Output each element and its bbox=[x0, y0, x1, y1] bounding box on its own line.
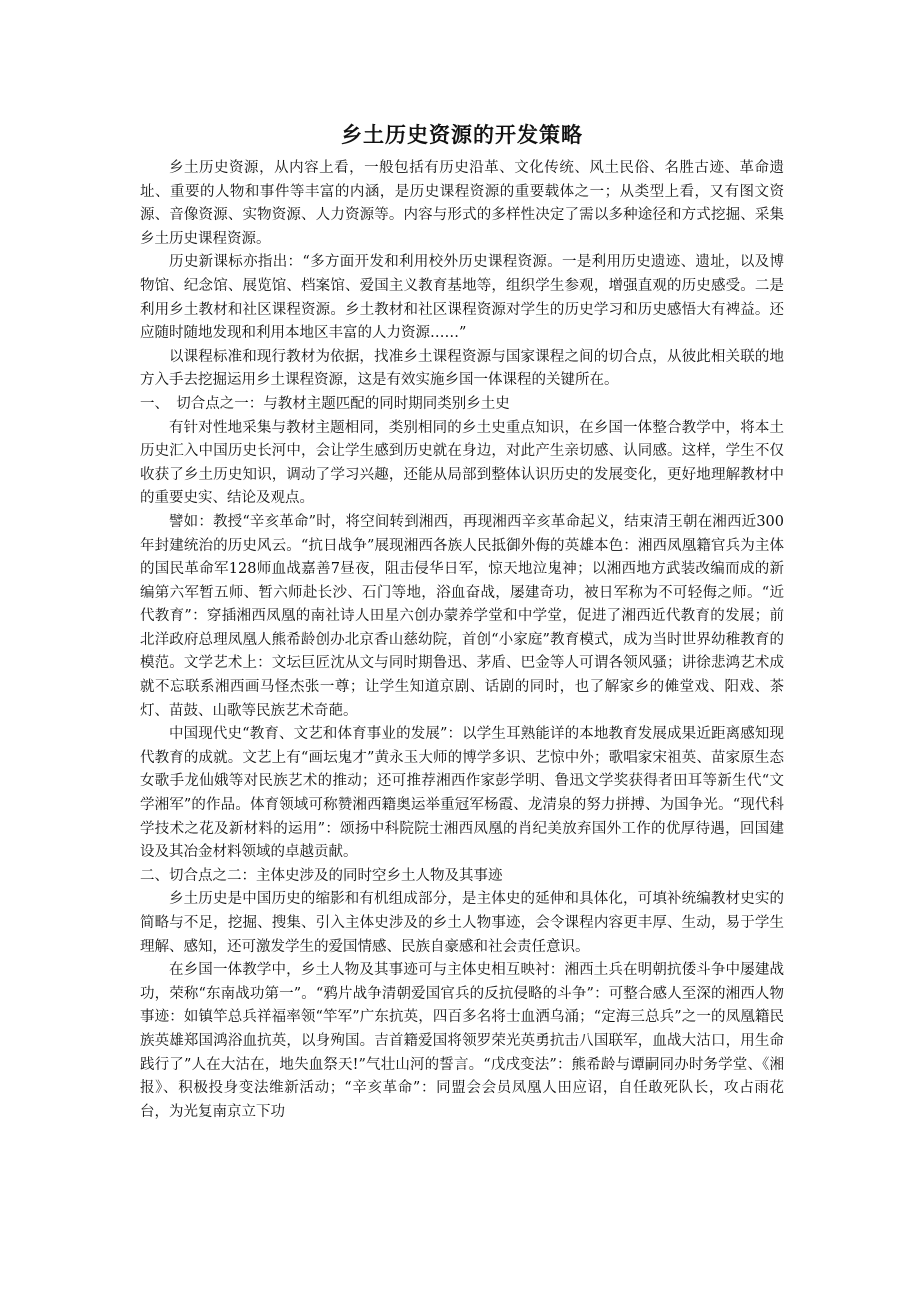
intro-paragraph-2: 历史新课标亦指出：“多方面开发和利用校外历史课程资源。一是利用历史遗迹、遗址，以及博物馆、纪念馆、展览馆、档案馆、爱国主义教育基地等，组织学生参观，增强直观的历史感受。二是利用乡土教材和社区课程资源。乡土教材和社区课程资源对学生的历史学习和历史感悟大有裨益。还应随时随地发现和利用本地区丰富的人力资源……” bbox=[140, 254, 784, 342]
intro-paragraph-3: 以课程标准和现行教材为依据，找准乡土课程资源与国家课程之间的切合点，从彼此相关联的地方入手去挖掘运用乡土课程资源，这是有效实施乡国一体课程的关键所在。 bbox=[140, 348, 784, 389]
section-2-paragraph-2: 在乡国一体教学中，乡土人物及其事迹可与主体史相互映衬：湘西土兵在明朝抗倭斗争中屡建战功，荣称“东南战功第一”。“鸦片战争清朝爱国官兵的反抗侵略的斗争”：可整合感人至深的湘西人物事迹：如镇竿总兵祥福率领“竿军”广东抗英，四百多名将士血洒乌涌；“定海三总兵”之一的凤凰籍民族英雄郑国鸿浴血抗英，以身殉国。吉首籍爱国将领罗荣光英勇抗击八国联军，血战大沽口，用生命践行了”人在大沽在，地失血祭天!”气壮山河的誓言。“戊戌变法”：熊希龄与谭嗣同办时务学堂、《湘报》、积极投身变法维新活动；“辛亥革命”：同盟会会员凤凰人田应诏，自任敢死队长，攻占雨花台，为光复南京立下功 bbox=[140, 962, 784, 1120]
section-1-paragraph-2: 譬如：教授“辛亥革命”时，将空间转到湘西，再现湘西辛亥革命起义，结束清王朝在湘西近300年封建统治的历史风云。“抗日战争”展现湘西各族人民抵御外侮的英雄本色：湘西凤凰籍官兵为主体的国民革命军128师血战嘉善7昼夜，阻击侵华日军，惊天地泣鬼神；以湘西地方武装改编而成的新编第六军暂五师、暂六师赴长沙、石门等地，浴血奋战，屡建奇功，被日军称为不可轻侮之师。“近代教育”：穿插湘西凤凰的南社诗人田星六创办蒙养学堂和中学堂，促进了湘西近代教育的发展；前北洋政府总理凤凰人熊希龄创办北京香山慈幼院，首创“小家庭”教育模式，成为当时世界幼稚教育的模范。文学艺术上：文坛巨匠沈从文与同时期鲁迅、茅盾、巴金等人可谓各领风骚；讲徐悲鸿艺术成就不忘联系湘西画马怪杰张一尊；让学生知道京剧、话剧的同时，也了解家乡的傩堂戏、阳戏、茶灯、苗鼓、山歌等民族艺术奇葩。 bbox=[140, 513, 784, 719]
intro-paragraph-1: 乡土历史资源，从内容上看，一般包括有历史沿革、文化传统、风土民俗、名胜古迹、革命遗址、重要的人物和事件等丰富的内涵，是历史课程资源的重要载体之一；从类型上看，又有图文资源、音像资源、实物资源、人力资源等。内容与形式的多样性决定了需以多种途径和方式挖掘、采集乡土历史课程资源。 bbox=[140, 160, 784, 247]
section-1-paragraph-1: 有针对性地采集与教材主题相同，类别相同的乡土史重点知识，在乡国一体整合教学中，将本土历史汇入中国历史长河中，会让学生感到历史就在身边，对此产生亲切感、认同感。这样，学生不仅收获了乡土历史知识，调动了学习兴趣，还能从局部到整体认识历史的发展变化，更好地理解教材中的重要史实、结论及观点。 bbox=[140, 419, 784, 507]
document-page bbox=[140, 118, 784, 1124]
section-2-paragraph-1: 乡土历史是中国历史的缩影和有机组成部分，是主体史的延伸和具体化，可填补统编教材史实的简略与不足，挖掘、搜集、引入主体史涉及的乡土人物事迹，会令课程内容更丰厚、生动，易于学生理解、感知，还可激发学生的爱国情感、民族自豪感和社会责任意识。 bbox=[140, 891, 784, 955]
section-1-paragraph-3: 中国现代史“教育、文艺和体育事业的发展”：以学生耳熟能详的本地教育发展成果近距离感知现代教育的成就。文艺上有“画坛鬼才”黄永玉大师的博学多识、艺惊中外；歌唱家宋祖英、苗家原生态女歌手龙仙娥等对民族艺术的推动；还可推荐湘西作家彭学明、鲁迅文学奖获得者田耳等新生代“文学湘军”的作品。体育领域可称赞湘西籍奥运举重冠军杨霞、龙清泉的努力拼搏、为国争光。“现代科学技术之花及新材料的运用”：颂扬中科院院士湘西凤凰的肖纪美放弃国外工作的优厚待遇，回国建设及其冶金材料领域的卓越贡献。 bbox=[140, 726, 784, 861]
section-2-heading: 二、切合点之二：主体史涉及的同时空乡土人物及其事迹 bbox=[140, 867, 503, 884]
document-title: 乡土历史资源的开发策略 bbox=[341, 123, 583, 147]
section-1-heading: 一、 切合点之一：与教材主题匹配的同时期同类别乡土史 bbox=[140, 395, 510, 412]
